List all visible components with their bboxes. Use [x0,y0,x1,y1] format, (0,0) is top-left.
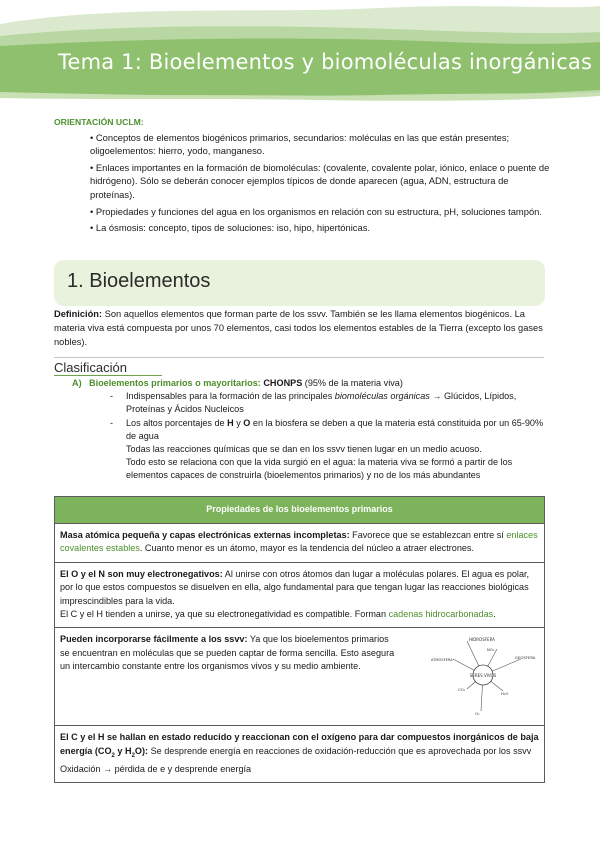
item-text: Los altos porcentajes de [126,417,228,428]
orientation-item: • La ósmosis: concepto, tipos de soluciones: iso, hipo, hipertónicas. [90,221,554,235]
item-bold: O [243,417,251,428]
cell-text: El C y el H tienden a unirse, ya que su electronegatividad es compatible. Forman [60,609,389,620]
table-cell [55,726,545,783]
cell-bold: El O y el N son muy electronegativos: [60,568,223,579]
table-cell [55,524,545,563]
subscript: 2 [111,752,115,759]
item-text: → Glúcidos, Lípidos, Proteínas y Ácidos Nucleicos [126,391,517,415]
definition-text: Son aquellos elementos que forman parte de los ssvv. También se les llama elementos biogénicos. La materia viva está compuesta por unos 70 elementos, casi todos los elementos estables de la Tierra (excepto los gases nobles). [54,309,543,347]
cell-text: Al unirse con otros átomos dan lugar a moléculas polares. El agua es polar, por lo que estos compuestos se disuelven en ella, algo fundamental para que tengan lugar las reacciones biológicas imprescindibles para la vida. [60,568,530,606]
cell-text-block [60,633,395,673]
divider [54,357,544,358]
section-heading-box [54,260,545,306]
biosphere-exchange-diagram [423,635,543,721]
table-cell [55,628,545,726]
diagram-label-left: ATMÓSFERA [431,658,453,663]
subscript: 2 [131,752,135,759]
item-emphasis: biomoléculas orgánicas [334,391,430,402]
diagram-label-no3: NO₃ [487,647,495,653]
extra-line: Todo esto se relaciona con que la vida surgió en el agua: la materia viva se formó a partir de los elementos capaces de construirla (bioelementos primarios) y no de los más abundantes [126,457,513,481]
cell-text: . [493,609,496,620]
cell-bold-part: O): [134,745,149,756]
classification-a-heading [72,377,548,390]
list-item [110,390,548,416]
classification-a [72,377,548,483]
cell-bold-part: El C y el H se hallan en estado reducido y reaccionan con el oxígeno para dar compuestos inorgánicos de baja energía (CO [60,732,539,756]
class-a-percentage: (95% de la materia viva) [302,378,403,388]
orientation-item: • Propiedades y funciones del agua en los organismos en relación con su estructura, pH, soluciones tampón. [90,205,554,219]
table-row [55,562,545,628]
item-bold: H [227,417,234,428]
orientation-list [54,131,554,235]
cell-text: Oxidación → pérdida de e y desprende energía [60,764,252,775]
table-header: Propiedades de los bioelementos primarios [55,497,545,524]
table-row [55,726,545,783]
page-title: Tema 1: Bioelementos y biomoléculas inorgánicas [58,50,593,74]
section-title: 1. Bioelementos [67,270,211,292]
table-row [55,628,545,726]
cell-highlight: enlaces covalentes estables [60,530,538,554]
item-text: y [233,417,244,428]
diagram-label-top: HIDROSFERA [469,637,495,643]
item-text: en la biosfera se deben a que la materia está constituida por un 65-90% de agua [126,417,544,441]
cell-bold: Masa atómica pequeña y capas electrónicas externas incompletas: [60,530,350,540]
list-item [110,417,548,483]
table-cell [55,562,545,628]
cell-text: Favorece que se establezcan entre sí [349,530,507,540]
class-a-label: A) [72,378,82,388]
classification-a-list [72,390,548,482]
heading-underline [54,375,162,376]
cell-highlight: cadenas hidrocarbonadas [388,609,494,620]
cell-text: . Cuanto menor es un átomo, mayor es la tendencia del núcleo a atraer electrones. [139,543,475,554]
diagram-label-right: GEOSFERA [515,655,536,661]
cell-bold-part: y H [114,745,132,756]
diagram-label-co2: CO₂ [458,687,466,693]
class-a-title: Bioelementos primarios o mayoritarios: [89,378,261,388]
orientation-item: • Enlaces importantes en la formación de biomoléculas: (covalente, covalente polar, iónico, enlace o puente de hidrógeno). Sólo se deberán conocer ejemplos típicos de donde aparecen (agua, ADN, estructura de proteínas). [90,161,554,202]
classification-heading: Clasificación [54,360,127,375]
cell-bold: Pueden incorporarse fácilmente a los ssvv: [60,634,248,645]
orientation-title: ORIENTACIÓN UCLM: [54,117,144,127]
header-banner [0,0,600,112]
table-row [55,524,545,563]
cell-text: Ya que los bioelementos primarios se encuentran en moléculas que se pueden captar de forma sencilla. Esto asegura un intercambio constante entre los organismos vivos y su medio ambiente. [60,634,395,672]
extra-line: Todas las reacciones químicas que se dan en los ssvv tienen lugar en un medio acuoso. [126,444,482,455]
diagram-label-center: SERES VIVOS [469,673,497,679]
definition-label: Definición: [54,309,103,319]
cell-text: Se desprende energía en reacciones de oxidación-reducción que es aprovechada por los ssvv [148,745,532,756]
orientation-item: • Conceptos de elementos biogénicos primarios, secundarios: moléculas en las que están presentes; oligoelementos: hierro, yodo, manganeso. [90,131,554,158]
chonps: CHONPS [263,378,303,388]
definition-paragraph [54,308,548,349]
diagram-label-h2o: H₂O [501,691,509,697]
properties-table [54,496,545,783]
table-header-row [55,497,545,524]
orientation-block [54,116,554,238]
diagram-label-o2: O₂ [475,711,480,717]
item-text: Indispensables para la formación de las principales [126,391,335,402]
